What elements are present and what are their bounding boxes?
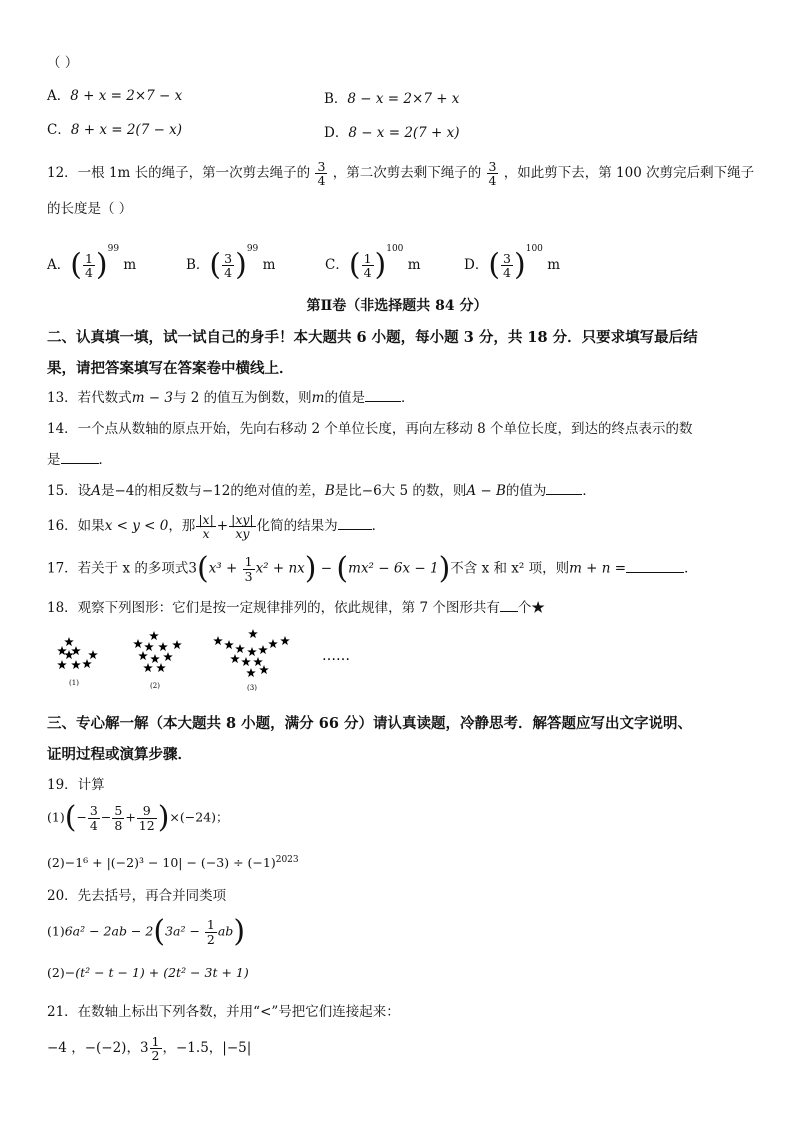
answer-blank[interactable] [546, 482, 582, 495]
q12-option-a: A．( $\frac{1}{4}$ )$^{99}$ m [47, 244, 137, 283]
section2-heading-line1: 二、认真填一填，试一试自己的身手！本大题共 6 小题，每小题 3 分，共 18 分．只要求填写最后结 [47, 329, 698, 346]
q12-option-b: B．( $\frac{3}{4}$ )$^{99}$ m [186, 244, 276, 283]
q19-part1: (1)(− $\frac{3}{4}$ − $\frac{5}{8}$ + $\frac{9}{12}$ )×(−24)； [47, 800, 229, 835]
fraction: $\frac{3}{4}$ [488, 159, 497, 189]
q11-option-d: D．8 − x = 2(7 + x) [324, 125, 460, 141]
q21-numbers: −4 ，−(−2)，3 $\frac{1}{2}$ ，−1.5，|−5| [47, 1033, 252, 1063]
q12-line2: 的长度是（ ） [47, 201, 133, 217]
star-figure-2 [133, 631, 182, 672]
fraction: $\frac{3}{4}$ [317, 159, 326, 189]
q11-option-b: B．8 − x = 2×7 + x [324, 91, 460, 107]
section3-heading-line2: 证明过程或演算步骤． [47, 746, 192, 763]
part2-title: 第Ⅱ卷（非选择题共 84 分） [306, 298, 488, 314]
star-figure-1 [57, 637, 98, 669]
section3-heading-line1: 三、专心解一解（本大题共 8 小题，满分 66 分）请认真读题，冷静思考．解答题应写出文字说明、 [47, 715, 692, 732]
q14-line2: 是 ． [47, 452, 112, 468]
q11-option-a: A．8 + x = 2×7 − x [47, 88, 183, 104]
q21-title: 21．在数轴上标出下列各数，并用“<”号把它们连接起来： [47, 1004, 400, 1020]
figure-label-2: (2) [150, 682, 160, 690]
answer-blank[interactable] [365, 389, 401, 402]
q15: 15．设A是−4的相反数与−12的绝对值的差，B是比−6大 5 的数，则A − B的值为 ． [47, 483, 596, 499]
q16: 16．如果x < y < 0，那 $\frac{|x|}{x}$ + $\frac{|xy|}{xy}$ 化简的结果为 ． [47, 511, 386, 541]
q20-title: 20．先去括号，再合并同类项 [47, 888, 227, 904]
section2-heading-line2: 果，请把答案填写在答案卷中横线上． [47, 360, 294, 377]
q19-title: 19．计算 [47, 777, 105, 793]
q20-part2: (2)−(t² − t − 1) + (2t² − 3t + 1) [47, 965, 249, 980]
q11-stem-tail: （ ） [47, 55, 79, 71]
q18: 18．观察下列图形：它们是按一定规律排列的，依此规律，第 7 个图形共有 个★ [47, 600, 545, 616]
answer-blank[interactable] [500, 599, 518, 612]
q11-option-c: C．8 + x = 2(7 − x) [47, 122, 183, 138]
answer-blank[interactable] [338, 517, 372, 530]
figure-label-3: (3) [247, 684, 257, 692]
q13: 13．若代数式m − 3与 2 的值互为倒数，则m的值是 ． [47, 390, 415, 406]
q19-part2: $(2)-1^6 + |(-2)^3 - 10| - (-3) \div (-1)^{2023}$ [47, 855, 299, 871]
answer-blank[interactable] [626, 560, 684, 573]
continuation-dots: …… [322, 648, 350, 664]
figure-label-1: (1) [69, 679, 79, 687]
star-figure-3 [213, 629, 290, 677]
q14-line1: 14．一个点从数轴的原点开始，先向右移动 2 个单位长度，再向左移动 8 个单位长度，到达的终点表示的数 [47, 421, 693, 437]
q20-part1: (1)6a² − 2ab − 2(3a² − $\frac{1}{2}$ ab) [47, 914, 246, 949]
q12-option-c: C．( $\frac{1}{4}$ )$^{100}$ m [325, 244, 421, 283]
q12-line1: 12．一根 1m 长的绳子，第一次剪去绳子的 $\frac{3}{4}$ ，第二次剪去剩下绳子的 $\frac{3}{4}$ ，如此剪下去，第 100 次剪完后剩下绳子 [47, 159, 755, 189]
star-pattern-svg [40, 628, 794, 698]
answer-blank[interactable] [61, 451, 99, 464]
q17: 17．若关于 x 的多项式3(x³ + $\frac{1}{3}$ x² + nx) − (mx² − 6x − 1)不含 x 和 x² 项，则m + n = ． [47, 551, 698, 586]
q12-option-d: D．( $\frac{3}{4}$ )$^{100}$ m [464, 244, 561, 283]
